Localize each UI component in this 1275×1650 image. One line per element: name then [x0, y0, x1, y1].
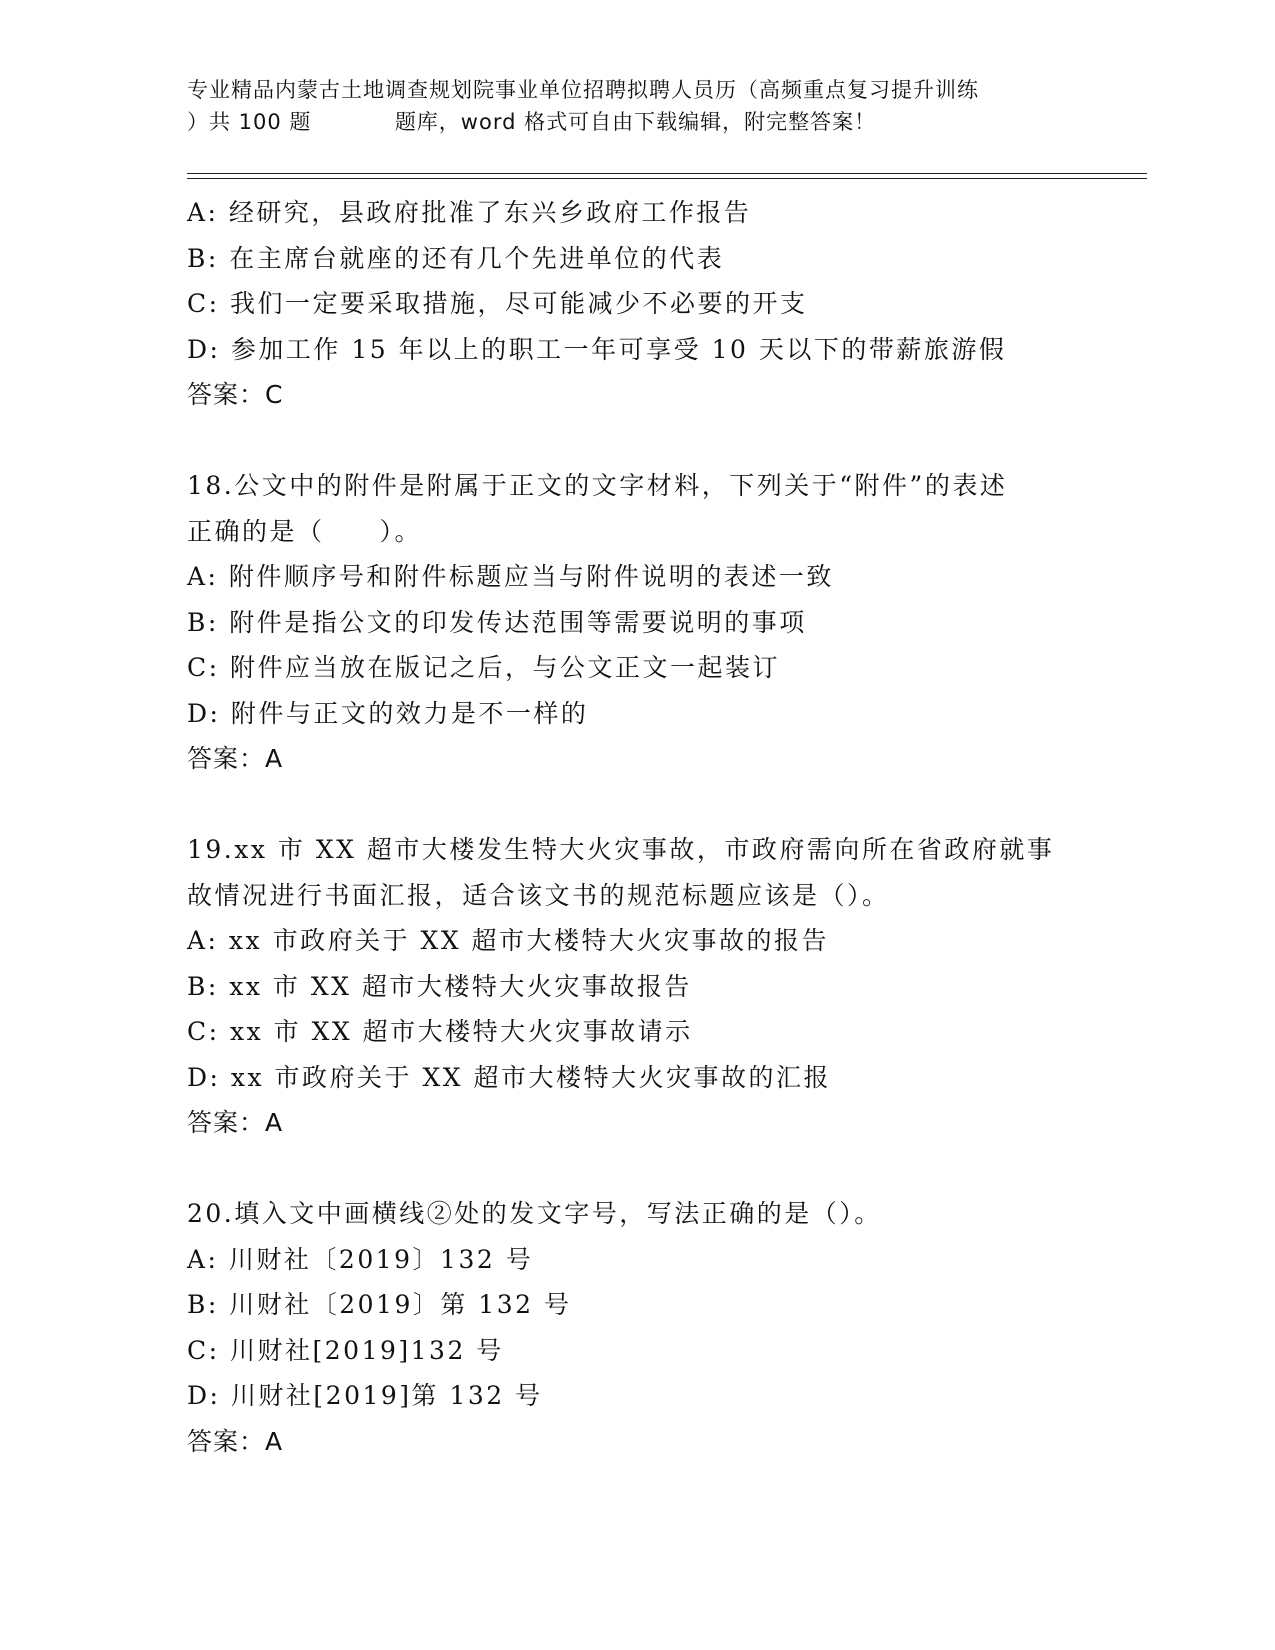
header-line-2-part-2: 题库，word 格式可自由下载编辑，附完整答案！: [394, 110, 877, 134]
q18-stem-line-2: 正确的是（ ）。: [187, 516, 423, 546]
header-divider-top: [187, 173, 1147, 174]
q18-option-a: A: 附件顺序号和附件标题应当与附件说明的表述一致: [187, 562, 834, 591]
q19-option-c: C: xx 市 XX 超市大楼特大火灾事故请示: [187, 1017, 693, 1046]
q17-option-b: B: 在主席台就座的还有几个先进单位的代表: [187, 243, 725, 273]
q19-answer: 答案：A: [187, 1108, 284, 1137]
q17-answer: 答案：C: [187, 380, 284, 409]
question-list: [187, 190, 1087, 1464]
q18-option-b: B: 附件是指公文的印发传达范围等需要说明的事项: [187, 607, 807, 637]
q19-stem-line-2: 故情况进行书面汇报，适合该文书的规范标题应该是（）。: [187, 880, 890, 910]
q17-option-d: D: 参加工作 15 年以上的职工一年可享受 10 天以下的带薪旅游假: [187, 334, 1007, 364]
q20-option-a: A: 川财社〔2019〕132 号: [187, 1244, 534, 1274]
question-18: [187, 463, 1087, 782]
spacer: [187, 782, 1087, 828]
q17-option-a: A: 经研究，县政府批准了东兴乡政府工作报告: [187, 198, 752, 227]
header-divider-bottom: [187, 178, 1147, 179]
q18-option-d: D: 附件与正文的效力是不一样的: [187, 698, 589, 728]
header-line-1: 专业精品内蒙古土地调查规划院事业单位招聘拟聘人员历（高频重点复习提升训练: [187, 78, 979, 102]
q18-option-c: C: 附件应当放在版记之后，与公文正文一起装订: [187, 653, 780, 682]
question-17: [187, 190, 1087, 418]
document-header: [187, 74, 1107, 138]
spacer: [187, 418, 1087, 464]
q19-option-b: B: xx 市 XX 超市大楼特大火灾事故报告: [187, 971, 692, 1001]
q19-option-d: D: xx 市政府关于 XX 超市大楼特大火灾事故的汇报: [187, 1062, 832, 1092]
q20-stem-line-1: 20.填入文中画横线②处的发文字号，写法正确的是（）。: [187, 1199, 882, 1228]
header-line-2-part-1: ）共 100 题: [187, 110, 312, 134]
q18-answer: 答案：A: [187, 744, 284, 773]
q20-answer: 答案：A: [187, 1426, 284, 1456]
q17-option-c: C: 我们一定要采取措施，尽可能减少不必要的开支: [187, 289, 808, 318]
spacer: [187, 1146, 1087, 1192]
q20-option-b: B: 川财社〔2019〕第 132 号: [187, 1290, 572, 1319]
q20-option-c: C: 川财社[2019]132 号: [187, 1335, 504, 1365]
q18-stem-line-1: 18.公文中的附件是附属于正文的文字材料，下列关于“附件”的表述: [187, 471, 1008, 500]
question-20: [187, 1191, 1087, 1464]
header-line-2: [187, 106, 1107, 138]
q19-stem-line-1: 19.xx 市 XX 超市大楼发生特大火灾事故，市政府需向所在省政府就事: [187, 835, 1055, 864]
q19-option-a: A: xx 市政府关于 XX 超市大楼特大火灾事故的报告: [187, 926, 830, 955]
question-19: [187, 827, 1087, 1146]
q20-option-d: D: 川财社[2019]第 132 号: [187, 1381, 543, 1410]
